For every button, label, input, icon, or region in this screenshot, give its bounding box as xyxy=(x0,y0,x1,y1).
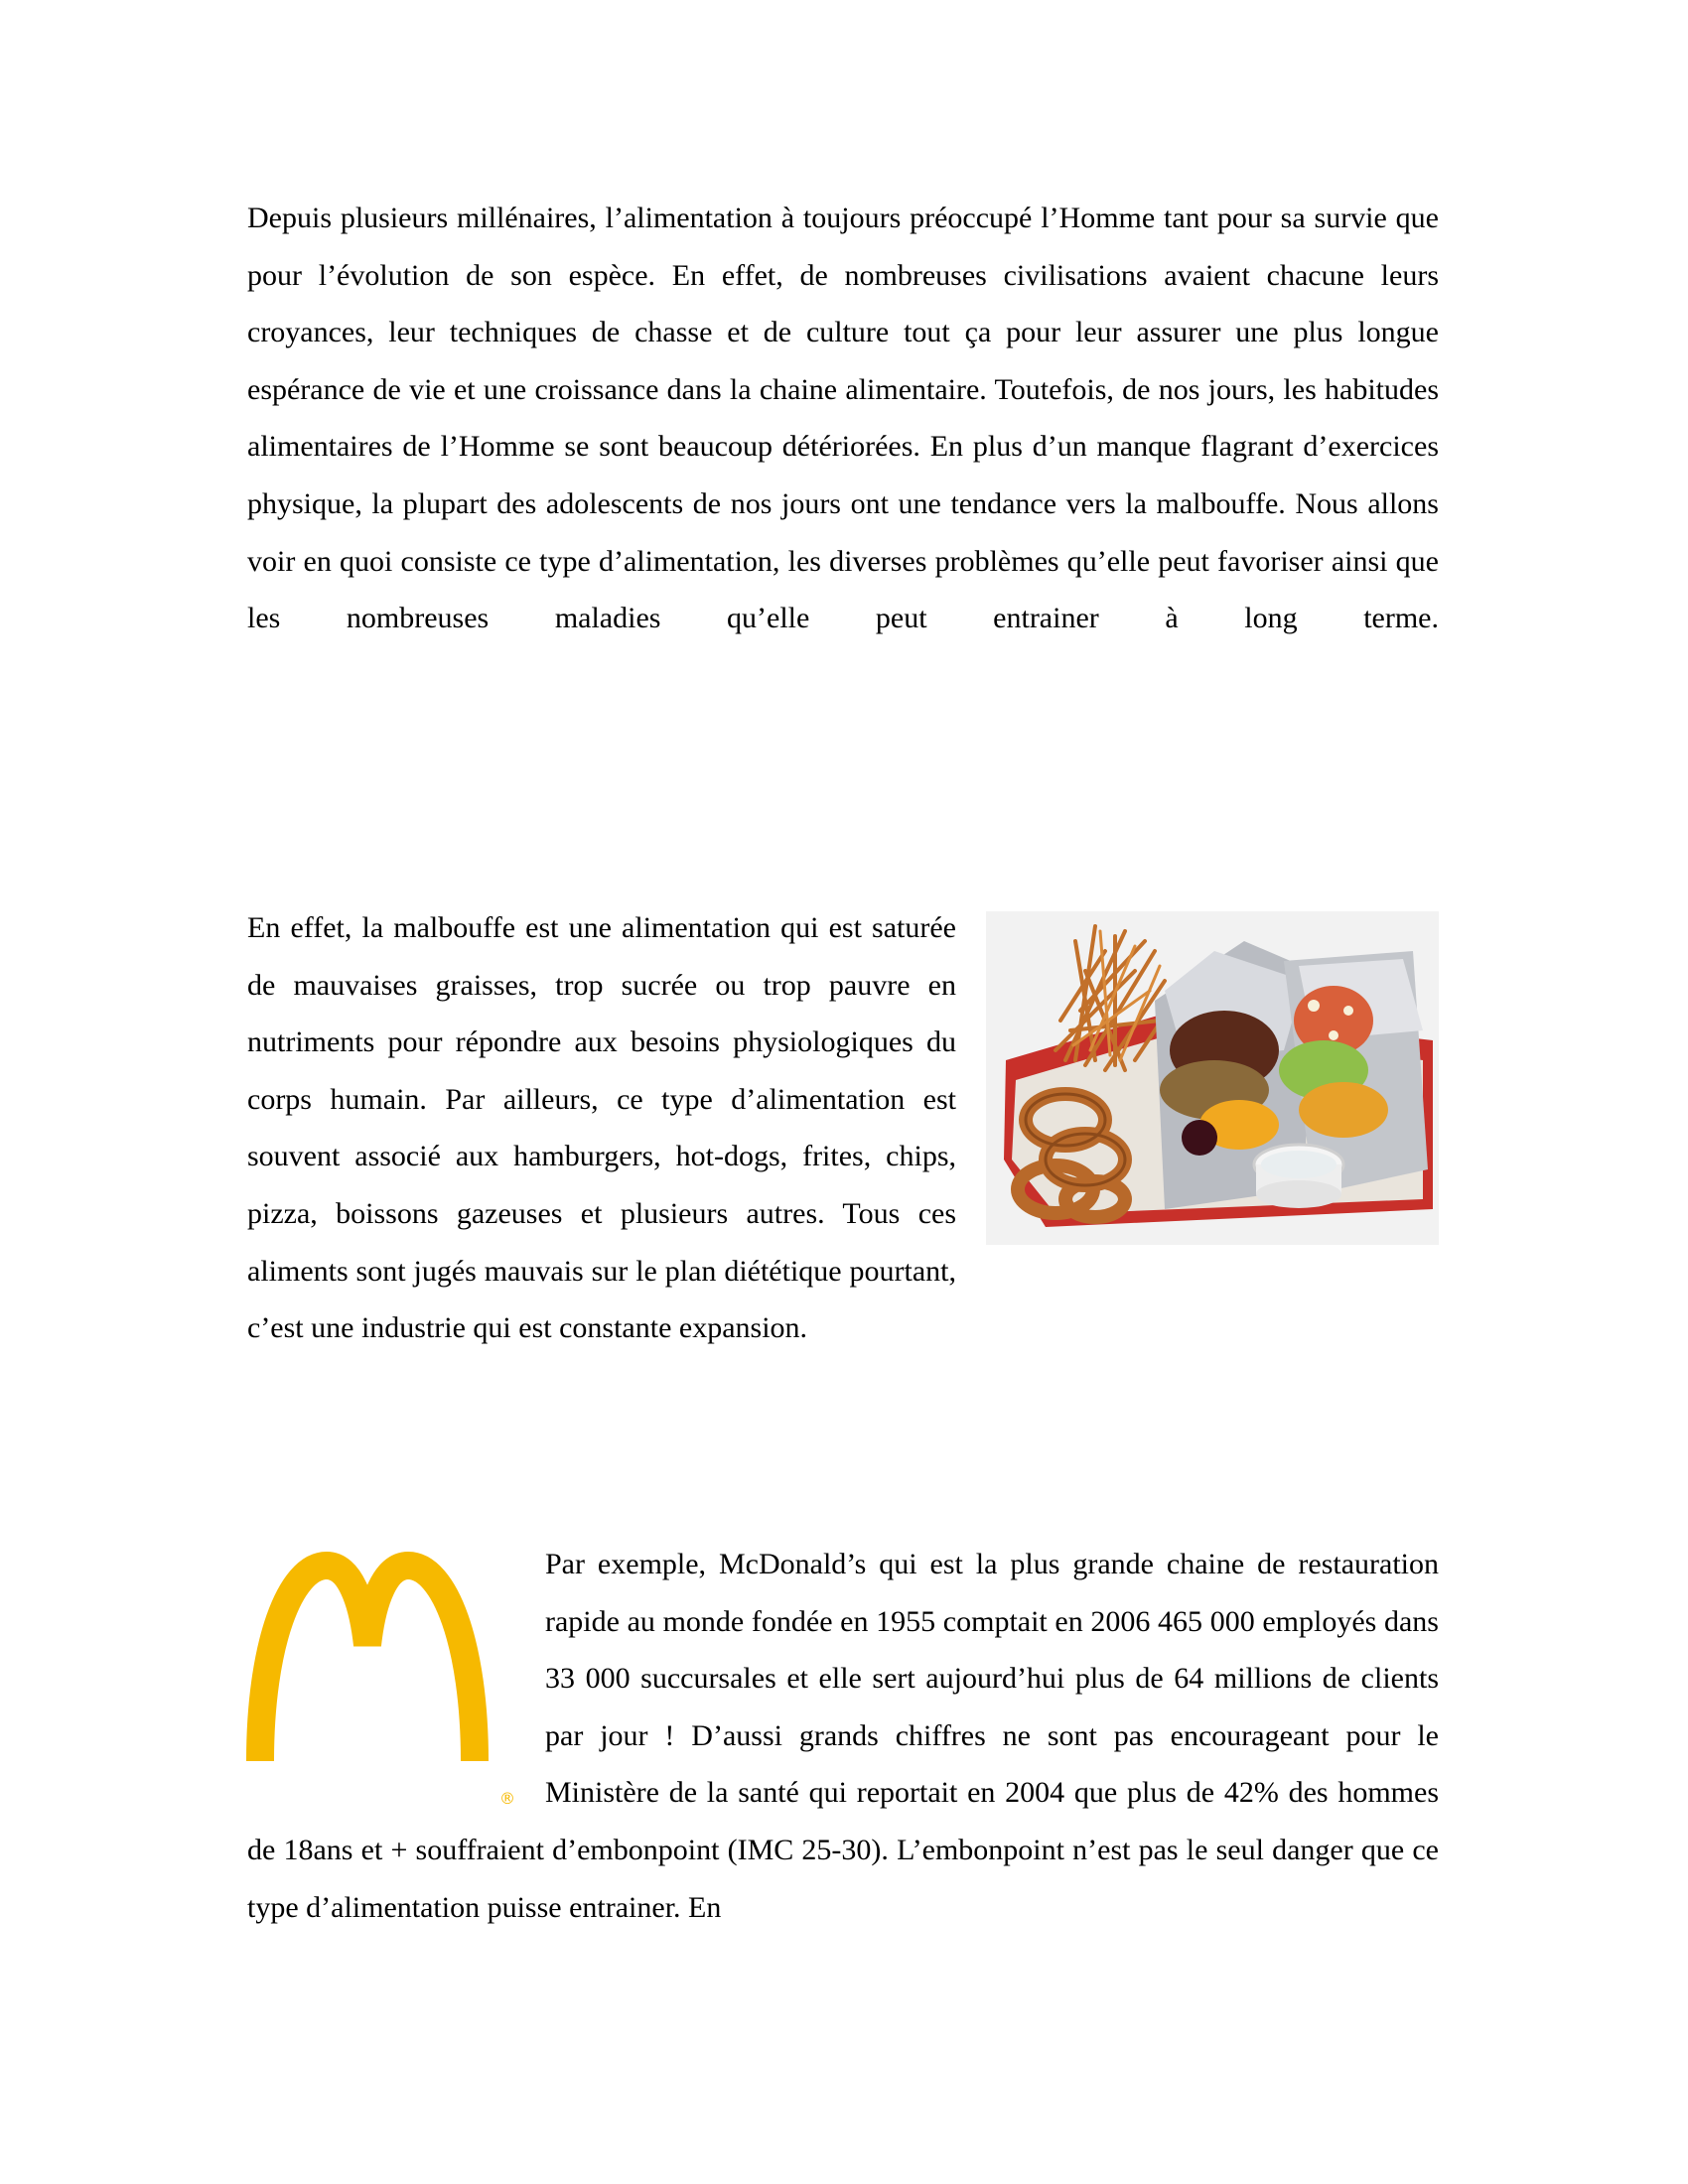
intro-paragraph: Depuis plusieurs millénaires, l’alimentation à toujours préoccupé l’Homme tant pour sa survie que pour l’évolution de son espèce. En effet, de nombreuses civilisations avaient chacune leurs croyances, leur techniques de chasse et de culture tout ça pour leur assurer une plus longue espérance de vie et une croissance dans la chaine alimentaire. Toutefois, de nos jours, les habitudes alimentaires de l’Homme se sont beaucoup détériorées. En plus d’un manque flagrant d’exercices physique, la plupart des adolescents de nos jours ont une tendance vers la malbouffe. Nous allons voir en quoi consiste ce type d’alimentation, les diverses problèmes qu’elle peut favoriser ainsi que les nombreuses maladies qu’elle peut entrainer à long terme. xyxy=(247,202,1439,635)
mcdonalds-paragraph xyxy=(247,1536,1439,1936)
junk-food-paragraph-text: En effet, la malbouffe est une alimentation qui est saturée de mauvaises graisses, trop sucrée ou trop pauvre en nutriments pour répondre aux besoins physiologiques du corps humain. Par ailleurs, ce type d’alimentation est souvent associé aux hamburgers, hot-dogs, frites, chips, pizza, boissons gazeuses et plusieurs autres. Tous ces aliments sont jugés mauvais sur le plan diététique pourtant, c’est une industrie qui est constante expansion. xyxy=(247,911,956,1345)
registered-trademark-icon: ® xyxy=(499,1789,515,1808)
mcdonalds-logo xyxy=(235,1536,545,1813)
fast-food-photo xyxy=(986,911,1439,1245)
mcdonalds-paragraph-text: Par exemple, McDonald’s qui est la plus grande chaine de restauration rapide au monde fondée en 1955 comptait en 2006 465 000 employés dans 33 000 succursales et elle sert aujourd’hui plus de 64 millions de clients par jour ! D’aussi grands chiffres ne sont pas encourageant pour le Ministère de la santé qui reportait en 2004 que plus de 42% des hommes de 18ans et + souffraient d’embonpoint (IMC 25-30). L’embonpoint n’est pas le seul danger que ce type d’alimentation puisse entrainer. En xyxy=(247,1548,1439,1924)
junk-food-paragraph xyxy=(247,899,1439,1357)
